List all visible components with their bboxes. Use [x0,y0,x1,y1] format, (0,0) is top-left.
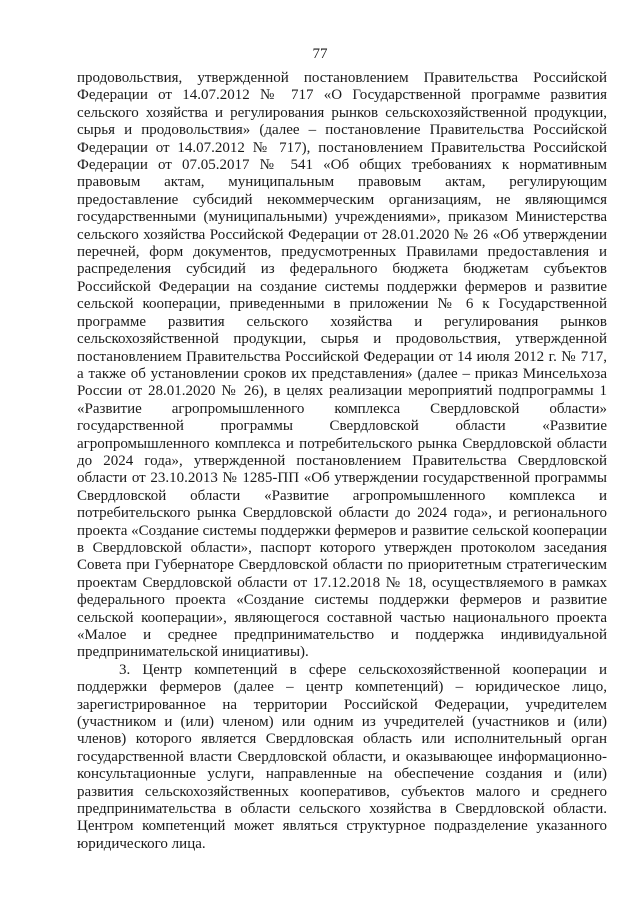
paragraph-item-3: 3. Центр компетенций в сфере сельскохозяйственной кооперации и поддержки фермеров (далее – центр компетенций) – юридическое лицо, зарегистрированное на территории Российской Федерации, учредителем (участником и (или) членом) или одним из учредителей (участников и (или) членов) которого является Свердловская область или исполнительный орган государственной власти Свердловской области, и оказывающее информационно-консультационные услуги, направленные на обеспечение создания и (или) развития сельскохозяйственных кооперативов, субъектов малого и среднего предпринимательства в области сельского хозяйства в Свердловской области. Центром компетенций может являться структурное подразделение указанного юридического лица. [77,661,607,852]
page-number: 77 [312,46,328,62]
document-body [77,70,607,853]
paragraph-continuation: продовольствия, утвержденной постановлением Правительства Российской Федерации от 14.07.2012 № 717 «О Государственной программе развития сельского хозяйства и регулирования рынков сельскохозяйственной продукции, сырья и продовольствия» (далее – постановление Правительства Российской Федерации от 14.07.2012 № 717), постановлением Правительства Российской Федерации от 07.05.2017 № 541 «Об общих требованиях к нормативным правовым актам, муниципальным правовым актам, регулирующим предоставление субсидий некоммерческим организациям, не являющимся государственными (муниципальными) учреждениями», приказом Министерства сельского хозяйства Российской Федерации от 28.01.2020 № 26 «Об утверждении перечней, форм документов, предусмотренных Правилами предоставления и распределения субсидий из федерального бюджета бюджетам субъектов Российской Федерации на создание системы поддержки фермеров и развитие сельской кооперации, приведенными в приложении № 6 к Государственной программе развития сельского хозяйства и регулирования рынков сельскохозяйственной продукции, сырья и продовольствия, утвержденной постановлением Правительства Российской Федерации от 14 июля 2012 г. № 717, а также об установлении сроков их представления» (далее – приказ Минсельхоза России от 28.01.2020 № 26), в целях реализации мероприятий подпрограммы 1 «Развитие агропромышленного комплекса Свердловской области» государственной программы Свердловской области «Развитие агропромышленного комплекса и потребительского рынка Свердловской области до 2024 года», утвержденной постановлением Правительства Свердловской области от 23.10.2013 № 1285-ПП «Об утверждении государственной программы Свердловской области «Развитие агропромышленного комплекса и потребительского рынка Свердловской области до 2024 года», и регионального проекта «Создание системы поддержки фермеров и развитие сельской кооперации в Свердловской области», паспорт которого утвержден протоколом заседания Совета при Губернаторе Свердловской области по приоритетным стратегическим проектам Свердловской области от 17.12.2018 № 18, осуществляемого в рамках федерального проекта «Создание системы поддержки фермеров и развитие сельской кооперации», являющегося составной частью национального проекта «Малое и среднее предпринимательство и поддержка индивидуальной предпринимательской инициативы). [77,70,607,661]
